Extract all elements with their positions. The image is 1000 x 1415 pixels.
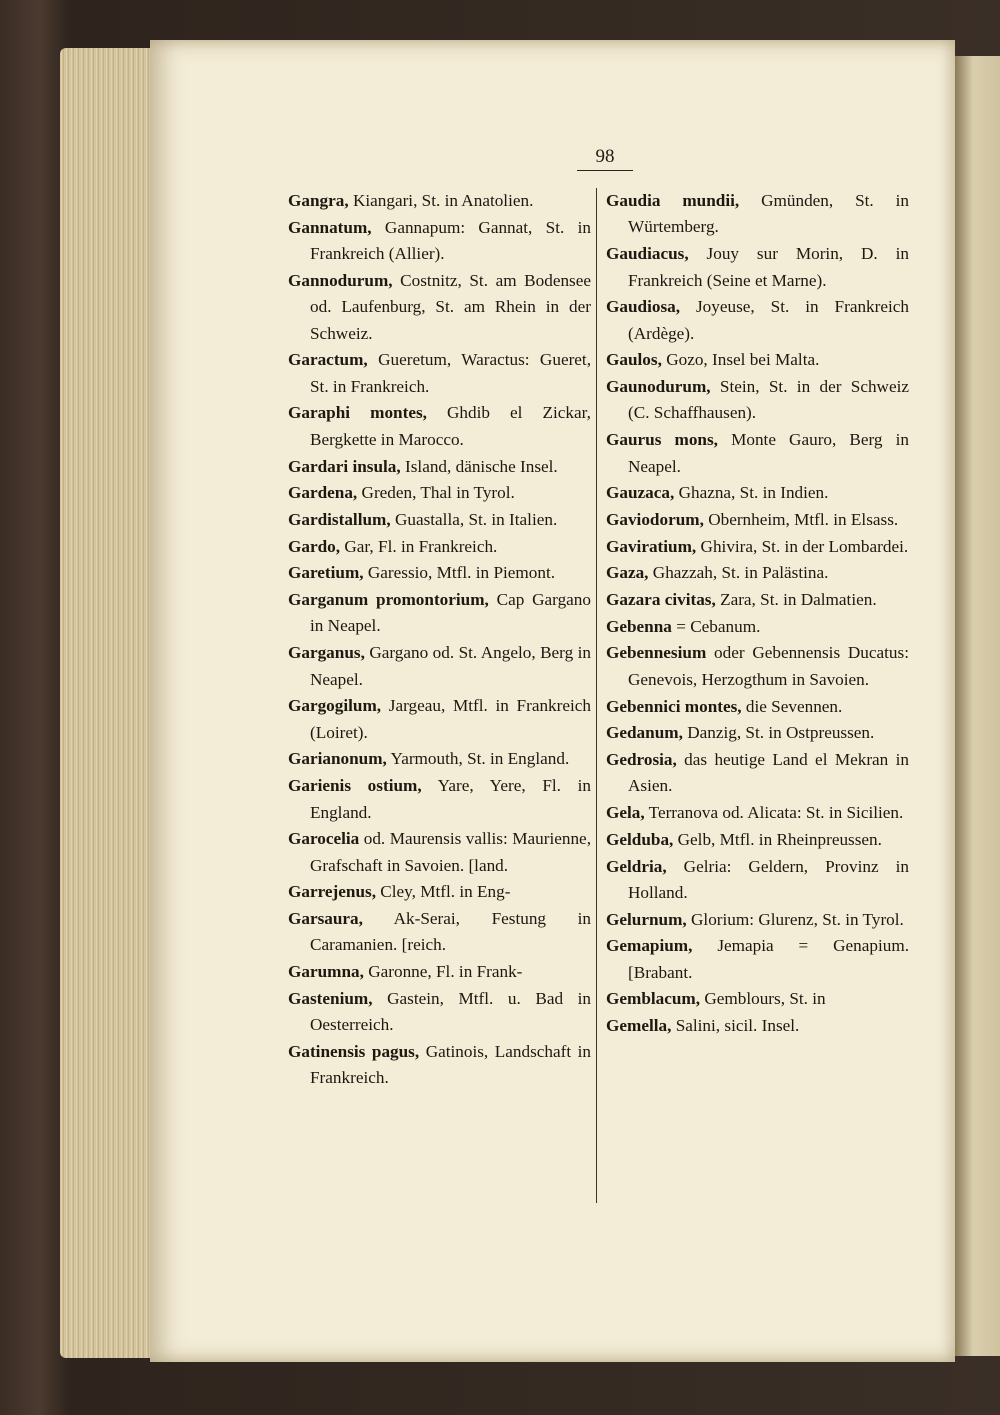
entry-definition: Ak-Serai, Festung in Caramanien. [reich. (310, 909, 591, 955)
entry-definition: Island, dänische Insel. (400, 456, 558, 476)
dictionary-entry (606, 560, 909, 586)
dictionary-entry (606, 800, 909, 826)
dictionary-entry (288, 480, 591, 506)
entry-definition: Monte Gauro, Berg in Neapel. (628, 430, 909, 476)
entry-headword: Gaviodorum, (606, 509, 704, 529)
entry-headword: Garsaura, (288, 909, 363, 929)
entry-headword: Gebennesium (606, 643, 707, 663)
entry-definition: Garessio, Mtfl. in Piemont. (363, 563, 556, 583)
entry-definition: oder Gebennensis Ducatus: Genevois, Herzogthum in Savoien. (628, 643, 909, 689)
entry-definition: Gelb, Mtfl. in Rheinpreussen. (673, 829, 882, 849)
entry-definition: Zara, St. in Dalmatien. (715, 590, 877, 610)
entry-headword: Gedanum, (606, 723, 683, 743)
dictionary-entry (288, 773, 591, 826)
dictionary-entry (606, 188, 909, 241)
entry-definition: Obernheim, Mtfl. in Elsass. (703, 509, 899, 529)
dictionary-entry (606, 294, 909, 347)
entry-definition: Gar, Fl. in Frankreich. (340, 536, 498, 556)
dictionary-entry (288, 986, 591, 1039)
entry-headword: Garetium, (288, 563, 364, 583)
entry-definition: Gastein, Mtfl. u. Bad in Oesterreich. (310, 988, 591, 1035)
entry-headword: Gannodurum, (288, 270, 393, 290)
entry-definition: Greden, Thal in Tyrol. (357, 483, 515, 503)
entry-headword: Garianonum, (288, 749, 387, 769)
entry-headword: Garactum, (288, 350, 368, 370)
entry-definition: Salini, sicil. Insel. (671, 1016, 800, 1036)
dictionary-entry (288, 693, 591, 746)
entry-definition: Jouy sur Morin, D. in Frankreich (Seine et Marne). (628, 244, 909, 290)
entry-headword: Gelurnum, (606, 909, 687, 929)
entry-definition: Danzig, St. in Ostpreussen. (682, 723, 875, 743)
dictionary-entry (606, 507, 909, 533)
dictionary-entry (606, 694, 909, 720)
entry-headword: Gardistallum, (288, 509, 391, 529)
dictionary-entry (288, 400, 591, 453)
dictionary-entry (288, 959, 591, 985)
entry-headword: Gaulos, (606, 350, 662, 370)
entry-definition: Terranova od. Alicata: St. in Sicilien. (644, 803, 904, 823)
entry-headword: Gardena, (288, 483, 358, 503)
entry-definition: Joyeuse, St. in Frankreich (Ardège). (628, 297, 909, 343)
entry-headword: Garganum promontorium, (288, 590, 489, 610)
entry-headword: Garaphi montes, (288, 403, 427, 423)
entry-headword: Garocelia (288, 829, 360, 849)
dictionary-entry (288, 1039, 591, 1092)
dictionary-entry (606, 427, 909, 480)
dictionary-entry (606, 241, 909, 294)
column-divider (596, 188, 597, 1203)
entry-definition: Jargeau, Mtfl. in Frankreich (Loiret). (310, 696, 591, 742)
dictionary-entry (288, 906, 591, 959)
dictionary-entry (288, 746, 591, 772)
entry-definition: Ghazzah, St. in Palästina. (648, 563, 829, 583)
dictionary-entry (606, 374, 909, 427)
entry-headword: Gatinensis pagus, (288, 1041, 420, 1061)
entry-headword: Gebennici montes, (606, 696, 742, 716)
entry-definition: Ghazna, St. in Indien. (674, 483, 829, 503)
entry-definition: od. Maurensis vallis: Maurienne, Grafschaft in Savoien. [land. (310, 829, 591, 875)
entry-definition: Kiangari, St. in Anatolien. (348, 191, 534, 210)
entry-definition: Garonne, Fl. in Frank- (363, 962, 523, 982)
entry-headword: Gaudiosa, (606, 297, 681, 317)
dictionary-entry (606, 587, 909, 613)
entry-definition: Costnitz, St. am Bodensee od. Laufenburg, St. am Rhein in der Schweiz. (310, 270, 591, 343)
entry-definition: das heutige Land el Mekran in Asien. (628, 749, 909, 796)
dictionary-entry (288, 534, 591, 560)
dictionary-entry (606, 827, 909, 853)
entry-definition: Cley, Mtfl. in Eng- (376, 882, 511, 902)
entry-definition: Ghdib el Zickar, Bergkette in Marocco. (310, 403, 591, 449)
dictionary-entry (288, 268, 591, 347)
next-page-edge (955, 56, 1000, 1356)
dictionary-entry (288, 215, 591, 268)
entry-headword: Gaviratium, (606, 536, 697, 556)
entry-headword: Gaudiacus, (606, 244, 689, 264)
dictionary-entry (606, 907, 909, 933)
dictionary-entry (288, 188, 591, 214)
entry-headword: Gemblacum, (606, 989, 701, 1009)
entry-headword: Garrejenus, (288, 882, 376, 902)
dictionary-entry (288, 347, 591, 400)
entry-definition: Gemblours, St. in (700, 989, 826, 1009)
dictionary-entry (288, 587, 591, 640)
entry-definition: Cap Gargano in Neapel. (310, 590, 591, 636)
entry-headword: Gaza, (606, 563, 649, 583)
entry-headword: Garganus, (288, 643, 365, 663)
entry-headword: Geldria, (606, 856, 667, 876)
entry-headword: Garumna, (288, 962, 364, 982)
entry-headword: Gaurus mons, (606, 430, 718, 450)
entry-definition: Glorium: Glurenz, St. in Tyrol. (686, 909, 904, 929)
entry-headword: Gaunodurum, (606, 377, 711, 397)
dictionary-entry (288, 640, 591, 693)
dictionary-entry (606, 720, 909, 746)
entry-headword: Gedrosia, (606, 749, 677, 769)
entry-headword: Gela, (606, 803, 645, 823)
entry-definition: Gannapum: Gannat, St. in Frankreich (Allier). (310, 217, 591, 264)
entry-definition: Gmünden, St. in Würtemberg. (628, 191, 909, 237)
dictionary-entry (288, 454, 591, 480)
dictionary-entry (288, 826, 591, 879)
entry-headword: Gemella, (606, 1016, 672, 1036)
entry-definition: Yarmouth, St. in England. (386, 749, 570, 769)
dictionary-entry (606, 347, 909, 373)
entry-headword: Gargogilum, (288, 696, 382, 716)
page-number: 98 (577, 146, 633, 171)
right-column (606, 188, 909, 1040)
entry-definition: Jemapia = Genapium. [Brabant. (628, 936, 909, 982)
entry-definition: Yare, Yere, Fl. in England. (310, 776, 591, 822)
entry-definition: Gatinois, Landschaft in Frankreich. (310, 1041, 591, 1088)
entry-headword: Gazara civitas, (606, 590, 716, 610)
dictionary-entry (606, 747, 909, 800)
entry-definition: Gozo, Insel bei Malta. (661, 350, 820, 370)
entry-headword: Gardo, (288, 536, 341, 556)
entry-definition: Guastalla, St. in Italien. (390, 509, 558, 529)
entry-headword: Gastenium, (288, 988, 373, 1008)
dictionary-entry (606, 640, 909, 693)
entry-headword: Gelduba, (606, 829, 674, 849)
entry-definition: Ghivira, St. in der Lombardei. (696, 536, 909, 556)
entry-headword: Gangra, (288, 191, 349, 210)
entry-definition: die Sevennen. (741, 696, 843, 716)
dictionary-entry (606, 1013, 909, 1039)
dictionary-entry (606, 614, 909, 640)
entry-headword: Garienis ostium, (288, 776, 422, 796)
dictionary-entry (606, 480, 909, 506)
entry-definition: Gelria: Geldern, Provinz in Holland. (628, 856, 909, 902)
dictionary-entry (288, 507, 591, 533)
entry-headword: Gebenna (606, 616, 672, 636)
entry-headword: Gannatum, (288, 217, 372, 237)
dictionary-entry (606, 933, 909, 986)
entry-definition: Gargano od. St. Angelo, Berg in Neapel. (310, 643, 591, 689)
dictionary-entry (606, 534, 909, 560)
entry-headword: Gaudia mundii, (606, 191, 740, 210)
left-column (288, 188, 591, 1092)
dictionary-entry (288, 560, 591, 586)
dictionary-entry (606, 854, 909, 907)
entry-headword: Gemapium, (606, 936, 693, 956)
entry-headword: Gauzaca, (606, 483, 675, 503)
dictionary-entry (606, 986, 909, 1012)
entry-headword: Gardari insula, (288, 456, 401, 476)
entry-definition: = Cebanum. (671, 616, 761, 636)
entry-definition: Gueretum, Waractus: Gueret, St. in Frankreich. (310, 350, 591, 396)
dictionary-entry (288, 879, 591, 905)
entry-definition: Stein, St. in der Schweiz (C. Schaffhausen). (628, 377, 909, 423)
